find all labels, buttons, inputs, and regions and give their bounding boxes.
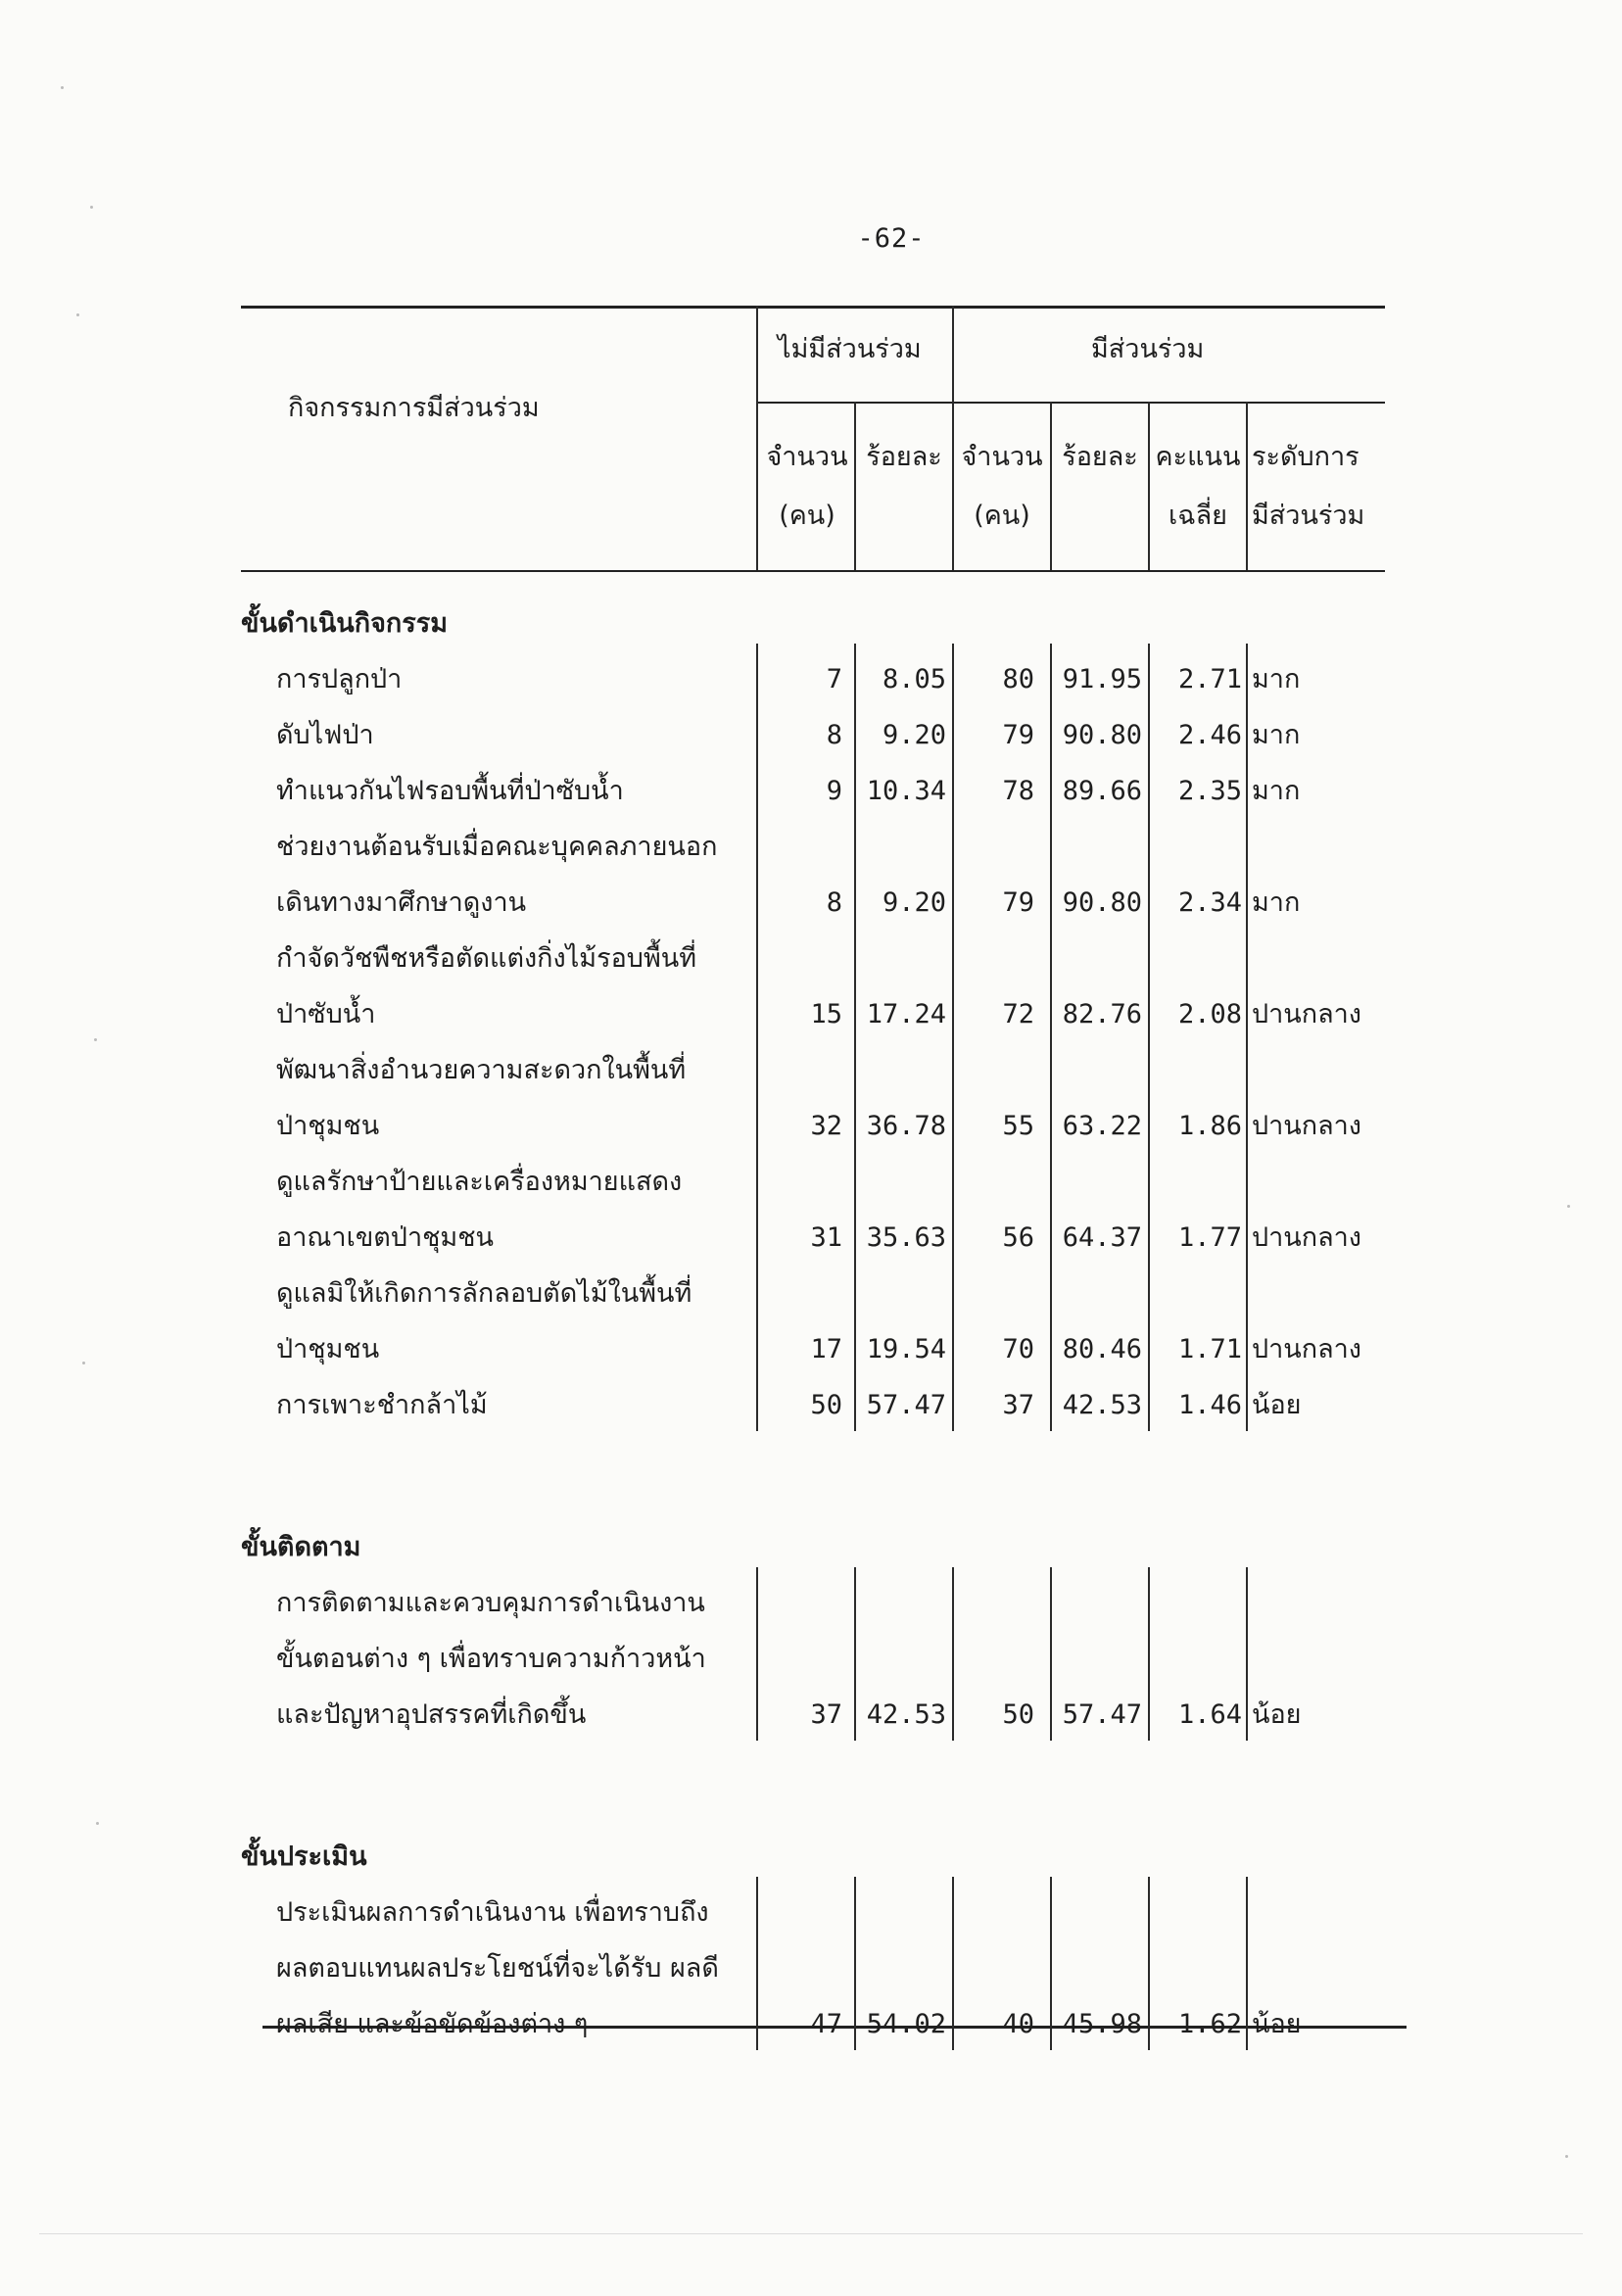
activity-label: และปัญหาอุปสรรคที่เกิดขึ้น xyxy=(276,1699,587,1730)
cell-level: มาก xyxy=(1252,776,1301,806)
cell-p-none: 54.02 xyxy=(866,2009,946,2039)
scan-speck xyxy=(61,86,64,89)
cell-level: ปานกลาง xyxy=(1252,1334,1361,1364)
cell-n-none: 8 xyxy=(826,720,842,750)
header-count-none: จำนวน xyxy=(766,442,848,472)
table-top-rule xyxy=(241,306,1385,309)
cell-p-none: 35.63 xyxy=(866,1222,946,1253)
cell-level: น้อย xyxy=(1252,1390,1302,1420)
header-divider xyxy=(854,402,856,570)
group-header-rule xyxy=(758,402,1385,404)
activity-label: อาณาเขตป่าชุมชน xyxy=(276,1222,495,1253)
column-divider xyxy=(756,1877,758,2050)
cell-p-yes: 82.76 xyxy=(1062,999,1142,1029)
column-divider xyxy=(1246,1877,1248,2050)
cell-score: 1.46 xyxy=(1177,1390,1242,1420)
cell-p-yes: 63.22 xyxy=(1062,1111,1142,1141)
column-divider xyxy=(952,644,954,1431)
cell-p-yes: 80.46 xyxy=(1062,1334,1142,1364)
participation-table xyxy=(241,294,1387,2039)
section-title: ขั้นดำเนินกิจกรรม xyxy=(241,608,449,639)
activity-label: เดินทางมาศึกษาดูงาน xyxy=(276,887,527,918)
scan-speck xyxy=(1565,2155,1568,2158)
header-level-2: มีส่วนร่วม xyxy=(1252,501,1365,531)
activity-label: ผลเสีย และข้อขัดข้องต่าง ๆ xyxy=(276,2009,589,2039)
cell-n-none: 15 xyxy=(810,999,842,1029)
cell-level: ปานกลาง xyxy=(1252,999,1361,1029)
cell-p-yes: 57.47 xyxy=(1062,1699,1142,1730)
scan-speck xyxy=(90,206,93,209)
header-pct-none: ร้อยละ xyxy=(866,442,942,472)
column-divider xyxy=(1148,644,1150,1431)
cell-n-none: 50 xyxy=(810,1390,842,1420)
cell-n-yes: 37 xyxy=(1002,1390,1034,1420)
column-divider xyxy=(952,1877,954,2050)
cell-level: มาก xyxy=(1252,664,1301,694)
cell-score: 1.71 xyxy=(1177,1334,1242,1364)
cell-p-none: 9.20 xyxy=(882,887,946,918)
cell-p-none: 36.78 xyxy=(866,1111,946,1141)
column-divider xyxy=(854,1877,856,2050)
column-divider xyxy=(1246,644,1248,1431)
cell-n-yes: 72 xyxy=(1002,999,1034,1029)
header-pct-yes: ร้อยละ xyxy=(1062,442,1138,472)
header-divider xyxy=(1050,402,1052,570)
cell-score: 1.64 xyxy=(1177,1699,1242,1730)
header-group-yes: มีส่วนร่วม xyxy=(1091,334,1205,364)
column-divider xyxy=(1050,1877,1052,2050)
activity-label: ช่วยงานต้อนรับเมื่อคณะบุคคลภายนอก xyxy=(276,832,718,862)
scan-speck xyxy=(82,1362,85,1364)
activity-label: ป่าซับน้ำ xyxy=(276,999,376,1029)
column-divider xyxy=(1050,1567,1052,1741)
cell-n-yes: 56 xyxy=(1002,1222,1034,1253)
column-divider xyxy=(756,1567,758,1741)
activity-label: การปลูกป่า xyxy=(276,664,403,694)
cell-p-yes: 90.80 xyxy=(1062,887,1142,918)
cell-n-none: 7 xyxy=(826,664,842,694)
cell-p-none: 17.24 xyxy=(866,999,946,1029)
activity-label: ดูแลมิให้เกิดการลักลอบตัดไม้ในพื้นที่ xyxy=(276,1278,692,1309)
activity-label: ขั้นตอนต่าง ๆ เพื่อทราบความก้าวหน้า xyxy=(276,1644,706,1674)
column-divider xyxy=(854,1567,856,1741)
cell-p-yes: 64.37 xyxy=(1062,1222,1142,1253)
activity-label: ประเมินผลการดำเนินงาน เพื่อทราบถึง xyxy=(276,1897,709,1928)
cell-level: มาก xyxy=(1252,887,1301,918)
scan-speck xyxy=(76,313,79,316)
activity-label: ดูแลรักษาป้ายและเครื่องหมายแสดง xyxy=(276,1167,683,1197)
cell-p-yes: 90.80 xyxy=(1062,720,1142,750)
cell-p-none: 9.20 xyxy=(882,720,946,750)
column-divider xyxy=(756,644,758,1431)
cell-n-none: 37 xyxy=(810,1699,842,1730)
activity-label: การติดตามและควบคุมการดำเนินงาน xyxy=(276,1588,705,1618)
cell-p-none: 8.05 xyxy=(882,664,946,694)
cell-p-yes: 89.66 xyxy=(1062,776,1142,806)
cell-p-none: 42.53 xyxy=(866,1699,946,1730)
activity-label: พัฒนาสิ่งอำนวยความสะดวกในพื้นที่ xyxy=(276,1055,687,1085)
cell-p-yes: 91.95 xyxy=(1062,664,1142,694)
cell-p-none: 19.54 xyxy=(866,1334,946,1364)
header-divider xyxy=(1246,402,1248,570)
scan-speck xyxy=(96,1822,99,1825)
column-divider xyxy=(1148,1567,1150,1741)
cell-n-none: 47 xyxy=(810,2009,842,2039)
activity-label: การเพาะชำกล้าไม้ xyxy=(276,1390,488,1420)
cell-n-none: 8 xyxy=(826,887,842,918)
header-score: คะแนน xyxy=(1155,442,1241,472)
cell-n-yes: 70 xyxy=(1002,1334,1034,1364)
header-count-yes: จำนวน xyxy=(961,442,1043,472)
cell-p-yes: 45.98 xyxy=(1062,2009,1142,2039)
cell-n-yes: 80 xyxy=(1002,664,1034,694)
cell-n-yes: 78 xyxy=(1002,776,1034,806)
cell-level: ปานกลาง xyxy=(1252,1111,1361,1141)
activity-label: ดับไฟป่า xyxy=(276,720,374,750)
header-activity: กิจกรรมการมีส่วนร่วม xyxy=(288,393,540,423)
cell-p-none: 10.34 xyxy=(866,776,946,806)
activity-label: ทำแนวกันไฟรอบพื้นที่ป่าซับน้ำ xyxy=(276,776,624,806)
header-count-none-unit: (คน) xyxy=(779,501,835,531)
cell-n-none: 31 xyxy=(810,1222,842,1253)
column-divider xyxy=(1148,1877,1150,2050)
column-divider xyxy=(1246,1567,1248,1741)
header-divider xyxy=(1148,402,1150,570)
cell-p-none: 57.47 xyxy=(866,1390,946,1420)
header-level: ระดับการ xyxy=(1252,442,1360,472)
cell-n-yes: 40 xyxy=(1002,2009,1034,2039)
section-title: ขั้นประเมิน xyxy=(241,1842,367,1872)
column-divider xyxy=(1050,644,1052,1431)
cell-score: 1.86 xyxy=(1177,1111,1242,1141)
cell-level: น้อย xyxy=(1252,1699,1302,1730)
header-group-none: ไม่มีส่วนร่วม xyxy=(778,334,922,364)
cell-score: 1.62 xyxy=(1177,2009,1242,2039)
cell-score: 2.34 xyxy=(1177,887,1242,918)
activity-label: ผลตอบแทนผลประโยชน์ที่จะได้รับ ผลดี xyxy=(276,1953,719,1984)
cell-level: น้อย xyxy=(1252,2009,1302,2039)
cell-level: ปานกลาง xyxy=(1252,1222,1361,1253)
column-divider xyxy=(952,1567,954,1741)
cell-n-yes: 79 xyxy=(1002,887,1034,918)
scan-speck xyxy=(94,1038,97,1041)
column-divider xyxy=(854,644,856,1431)
cell-score: 2.71 xyxy=(1177,664,1242,694)
cell-score: 2.46 xyxy=(1177,720,1242,750)
cell-n-none: 17 xyxy=(810,1334,842,1364)
cell-p-yes: 42.53 xyxy=(1062,1390,1142,1420)
cell-level: มาก xyxy=(1252,720,1301,750)
cell-n-none: 9 xyxy=(826,776,842,806)
header-score-avg: เฉลี่ย xyxy=(1169,501,1227,531)
activity-label: กำจัดวัชพืชหรือตัดแต่งกิ่งไม้รอบพื้นที่ xyxy=(276,943,696,974)
page-bottom-edge xyxy=(39,2233,1583,2234)
activity-label: ป่าชุมชน xyxy=(276,1334,380,1364)
cell-n-yes: 50 xyxy=(1002,1699,1034,1730)
header-bottom-rule xyxy=(241,570,1385,572)
cell-n-yes: 55 xyxy=(1002,1111,1034,1141)
cell-score: 2.08 xyxy=(1177,999,1242,1029)
cell-score: 1.77 xyxy=(1177,1222,1242,1253)
page-number: -62- xyxy=(857,223,926,254)
header-divider xyxy=(756,306,758,570)
cell-n-yes: 79 xyxy=(1002,720,1034,750)
scan-speck xyxy=(1567,1205,1570,1208)
cell-n-none: 32 xyxy=(810,1111,842,1141)
header-divider xyxy=(952,306,954,570)
header-count-yes-unit: (คน) xyxy=(974,501,1030,531)
activity-label: ป่าชุมชน xyxy=(276,1111,380,1141)
section-title: ขั้นติดตาม xyxy=(241,1532,361,1562)
cell-score: 2.35 xyxy=(1177,776,1242,806)
